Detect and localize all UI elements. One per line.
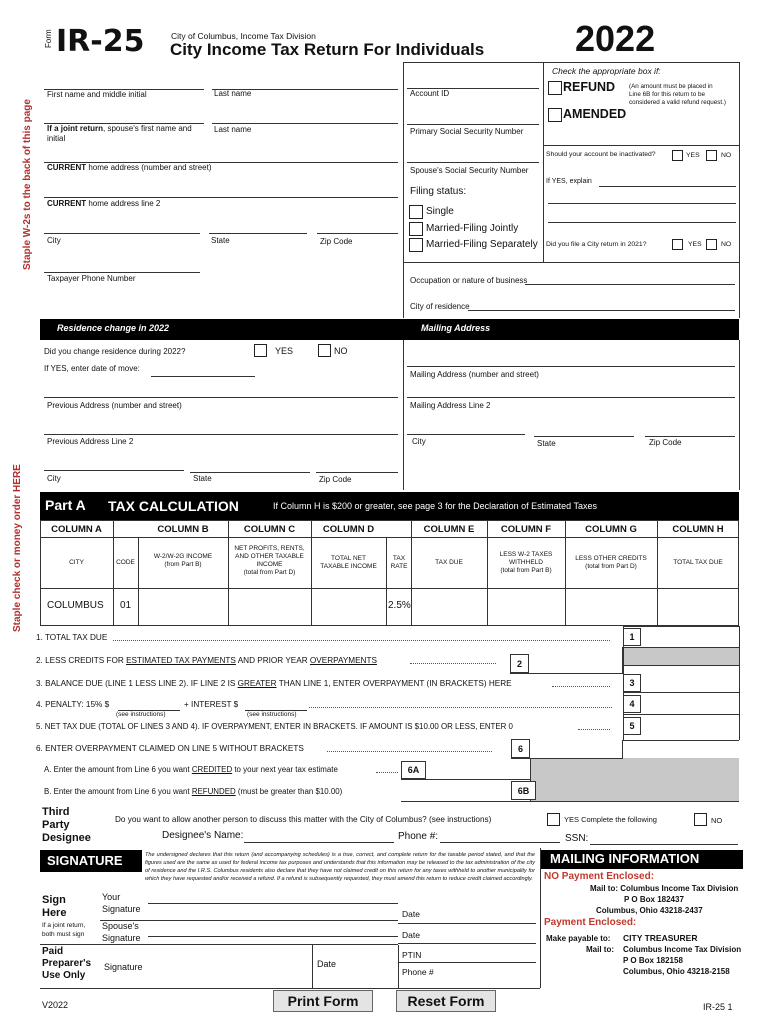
sub-g: LESS OTHER CREDITS (total from Part D) — [575, 555, 647, 570]
third-party-title: Third Party Designee — [42, 806, 91, 844]
column-e-header: COLUMN E — [423, 524, 475, 535]
column-c-header: COLUMN C — [243, 524, 296, 535]
occupation-label: Occupation or nature of business — [410, 276, 528, 285]
mailing-address-label: Mailing Address (number and street) — [410, 370, 539, 379]
mailing-state-label: State — [537, 439, 556, 448]
mail-to-1: Mail to: Columbus Income Tax Division — [590, 884, 739, 893]
inactivate-yes-label: YES — [686, 152, 700, 159]
mail2-label: Mail to: — [586, 945, 614, 954]
sub-city: CITY — [69, 559, 84, 566]
column-g-header: COLUMN G — [585, 524, 637, 535]
inactivate-yes-checkbox[interactable] — [672, 150, 683, 161]
residence-city-label: City of residence — [410, 302, 470, 311]
third-party-no-checkbox[interactable] — [694, 813, 707, 826]
payment-label: Payment Enclosed: — [544, 917, 637, 928]
ptin-label: PTIN — [402, 950, 422, 960]
payable-label: Make payable to: — [546, 934, 611, 943]
mailing-info-title: MAILING INFORMATION — [550, 851, 700, 866]
third-party-yes-checkbox[interactable] — [547, 813, 560, 826]
line-5-label: 5. NET TAX DUE (TOTAL OF LINES 3 AND 4). IF OVERPAYMENT, ENTER IN BRACKETS. IF AMOUNT IS $10.00 OR LESS, ENTER 0 — [36, 722, 513, 731]
joint-note: If a joint return, both must sign — [42, 922, 86, 938]
last-name-label: Last name — [214, 89, 252, 98]
line-4-number: 4 — [623, 695, 641, 713]
third-party-yes-label: YES Complete the following — [564, 815, 657, 824]
designee-ssn-label: SSN: — [565, 833, 589, 844]
page-title: City Income Tax Return For Individuals — [170, 40, 485, 59]
preparer-phone-label: Phone # — [402, 967, 434, 977]
line-2-label: 2. LESS CREDITS FOR ESTIMATED TAX PAYMENTS AND PRIOR YEAR OVERPAYMENTS — [36, 656, 377, 665]
residence-no-label: NO — [334, 346, 348, 356]
column-f-header: COLUMN F — [500, 524, 552, 535]
zip-label: Zip Code — [320, 237, 353, 246]
form-id: IR-25 — [56, 24, 145, 59]
tax-year: 2022 — [575, 18, 656, 59]
part-a-label: Part A — [45, 497, 86, 513]
refund-note-2: Line 6B for this return to be — [629, 91, 705, 98]
city-return-no-label: NO — [721, 241, 732, 248]
signature-bar-title: SIGNATURE — [47, 853, 123, 868]
line-6-number: 6 — [511, 739, 530, 758]
amended-checkbox[interactable] — [548, 108, 562, 122]
column-h-header: COLUMN H — [672, 524, 724, 535]
current-address2-label: CURRENT home address line 2 — [47, 199, 161, 208]
sub-code: CODE — [116, 559, 135, 566]
sub-e: TAX DUE — [435, 559, 463, 566]
spouse-last-label: Last name — [214, 125, 252, 134]
sub-d: TOTAL NET TAXABLE INCOME — [320, 555, 377, 570]
staple-check-note: Staple check or money order HERE — [12, 464, 23, 632]
residence-question: Did you change residence during 2022? — [44, 347, 186, 356]
sign-here-label: Sign Here — [42, 894, 67, 919]
print-form-button[interactable]: Print Form — [273, 990, 373, 1012]
prev-address2-label: Previous Address Line 2 — [47, 437, 134, 446]
filing-status-label: Filing status: — [410, 186, 467, 197]
row-code: 01 — [120, 600, 132, 611]
mail-to-3: Columbus, Ohio 43218-2437 — [596, 906, 703, 915]
form-label: Form — [44, 29, 53, 48]
ssn-label: Primary Social Security Number — [410, 127, 524, 136]
column-b-header: COLUMN B — [157, 524, 209, 535]
reset-form-button[interactable]: Reset Form — [396, 990, 496, 1012]
residence-yes-label: YES — [275, 346, 294, 356]
gray-block — [623, 647, 739, 665]
prev-address-label: Previous Address (number and street) — [47, 401, 182, 410]
designee-name-label: Designee's Name: — [162, 830, 244, 841]
city-return-yes-checkbox[interactable] — [672, 239, 683, 250]
residence-no-checkbox[interactable] — [318, 344, 331, 357]
amended-label: AMENDED — [563, 107, 627, 121]
declaration-text: The undersigned declares that this return (and accompanying schedules) is a true, correct, and complete return for the taxable period stated, and that the figures used are the same as used for federal income tax purposes and understands that this information may be released to the tax administration of the city of residence and the I.R.S. Columbus residents also declare that they have not claimed credit on this return for any taxes withheld to another municipality for which they have requested and/or received a refund. If a refund is subsequently requested, they must amend this return to reduce credit claimed accordingly. — [145, 852, 535, 882]
first-name-label: First name and middle initial — [47, 90, 147, 99]
column-d-header: COLUMN D — [322, 524, 375, 535]
line-4-see-2: (see instructions) — [247, 711, 297, 718]
phone-label: Taxpayer Phone Number — [47, 274, 136, 283]
explain-label: If YES, explain — [546, 178, 592, 185]
filing-joint-checkbox[interactable] — [409, 222, 423, 236]
mail2-line-3: Columbus, Ohio 43218-2158 — [623, 967, 730, 976]
mailing-zip-label: Zip Code — [649, 438, 682, 447]
mailing-bar-title: Mailing Address — [421, 323, 491, 333]
filing-single-label: Single — [426, 206, 454, 217]
move-date-label: If YES, enter date of move: — [44, 364, 140, 373]
staple-w2-note: Staple W-2s to the back of this page — [22, 99, 33, 270]
line-4-label: 4. PENALTY: 15% $ — [36, 700, 110, 709]
refund-note-3: considered a valid refund request.) — [629, 99, 726, 106]
line-1-number: 1 — [623, 628, 641, 646]
refund-checkbox[interactable] — [548, 81, 562, 95]
version-label: V2022 — [42, 1000, 69, 1010]
inactivate-no-label: NO — [721, 152, 732, 159]
mailing-city-label: City — [412, 437, 426, 446]
line-6a-number: 6A — [401, 761, 426, 779]
state-label: State — [211, 236, 230, 245]
city-return-yes-label: YES — [688, 241, 702, 248]
line-3-number: 3 — [623, 674, 641, 692]
spouse-first-label-2: initial — [47, 134, 66, 143]
designee-phone-label: Phone #: — [398, 831, 439, 842]
spouse-first-label: If a joint return, spouse's first name and — [47, 124, 192, 133]
row-rate: 2.5% — [388, 600, 411, 611]
column-a-header: COLUMN A — [51, 524, 102, 535]
prev-state-label: State — [193, 474, 212, 483]
line-6b-number: 6B — [511, 781, 536, 800]
filing-single-checkbox[interactable] — [409, 205, 423, 219]
sub-c: NET PROFITS, RENTS, AND OTHER TAXABLE INCOME (total from Part D) — [234, 545, 305, 576]
gray-block — [530, 758, 739, 802]
sub-b: W-2/W-2G INCOME (from Part B) — [153, 553, 213, 568]
no-payment-label: NO Payment Enclosed: — [544, 871, 655, 882]
sub-rate: TAX RATE — [390, 555, 408, 570]
inactivate-question: Should your account be inactivated? — [546, 151, 656, 158]
prev-zip-label: Zip Code — [319, 475, 352, 484]
line-3-label: 3. BALANCE DUE (LINE 1 LESS LINE 2). IF LINE 2 IS GREATER THAN LINE 1, ENTER OVERPAYMENT (IN BRACKETS) HERE — [36, 679, 512, 688]
line-4-see-1: (see instructions) — [116, 711, 166, 718]
part-a-title: TAX CALCULATION — [108, 498, 239, 514]
third-party-question: Do you want to allow another person to discuss this matter with the City of Columbus? (see instructions) — [115, 815, 492, 824]
sub-h: TOTAL TAX DUE — [673, 559, 723, 566]
mail-to-2: P O Box 182437 — [624, 895, 684, 904]
residence-yes-checkbox[interactable] — [254, 344, 267, 357]
sub-f: LESS W-2 TAXES WITHHELD (total from Part B) — [499, 551, 553, 574]
line-4-interest: + INTEREST $ — [184, 700, 239, 709]
page-id: IR-25 1 — [703, 1002, 733, 1012]
spouse-sig-date-label: Date — [402, 930, 420, 940]
inactivate-no-checkbox[interactable] — [706, 150, 717, 161]
filing-separate-checkbox[interactable] — [409, 238, 423, 252]
your-signature-label: Your Signature — [102, 892, 141, 914]
mail2-line-1: Columbus Income Tax Division — [623, 945, 742, 954]
account-id-label: Account ID — [410, 89, 450, 98]
current-address-label: CURRENT home address (number and street) — [47, 163, 212, 172]
mailing-address2-label: Mailing Address Line 2 — [410, 401, 491, 410]
spouse-signature-label: Spouse's Signature — [102, 921, 141, 943]
preparer-signature-label: Signature — [104, 962, 143, 972]
row-city: COLUMBUS — [47, 600, 104, 611]
line-6-label: 6. ENTER OVERPAYMENT CLAIMED ON LINE 5 WITHOUT BRACKETS — [36, 744, 304, 753]
refund-label: REFUND — [563, 80, 616, 94]
check-instruction: Check the appropriate box if: — [552, 66, 661, 76]
line-5-number: 5 — [623, 717, 641, 735]
filing-joint-label: Married-Filing Jointly — [426, 223, 519, 234]
payable-value: CITY TREASURER — [623, 933, 698, 943]
city-return-question: Did you file a City return in 2021? — [546, 241, 647, 248]
refund-note-1: (An amount must be placed in — [629, 83, 713, 90]
filing-separate-label: Married-Filing Separately — [426, 239, 538, 250]
city-label: City — [47, 236, 61, 245]
preparer-date-label: Date — [317, 959, 337, 969]
third-party-no-label: NO — [711, 816, 723, 825]
line-6b-label: B. Enter the amount from Line 6 you want REFUNDED (must be greater than $10.00) — [44, 787, 343, 796]
line-1-label: 1. TOTAL TAX DUE — [36, 633, 108, 642]
mail2-line-2: P O Box 182158 — [623, 956, 683, 965]
part-a-note: If Column H is $200 or greater, see page 3 for the Declaration of Estimated Taxes — [273, 501, 598, 511]
issuer: City of Columbus, Income Tax Division — [171, 31, 316, 41]
city-return-no-checkbox[interactable] — [706, 239, 717, 250]
line-6a-label: A. Enter the amount from Line 6 you want CREDITED to your next year tax estimate — [44, 765, 338, 774]
your-sig-date-label: Date — [402, 909, 420, 919]
line-2-number: 2 — [510, 654, 529, 673]
spouse-ssn-label: Spouse's Social Security Number — [410, 166, 529, 175]
prev-city-label: City — [47, 474, 61, 483]
preparer-title: Paid Preparer's Use Only — [42, 946, 92, 981]
residence-bar-title: Residence change in 2022 — [57, 323, 170, 333]
